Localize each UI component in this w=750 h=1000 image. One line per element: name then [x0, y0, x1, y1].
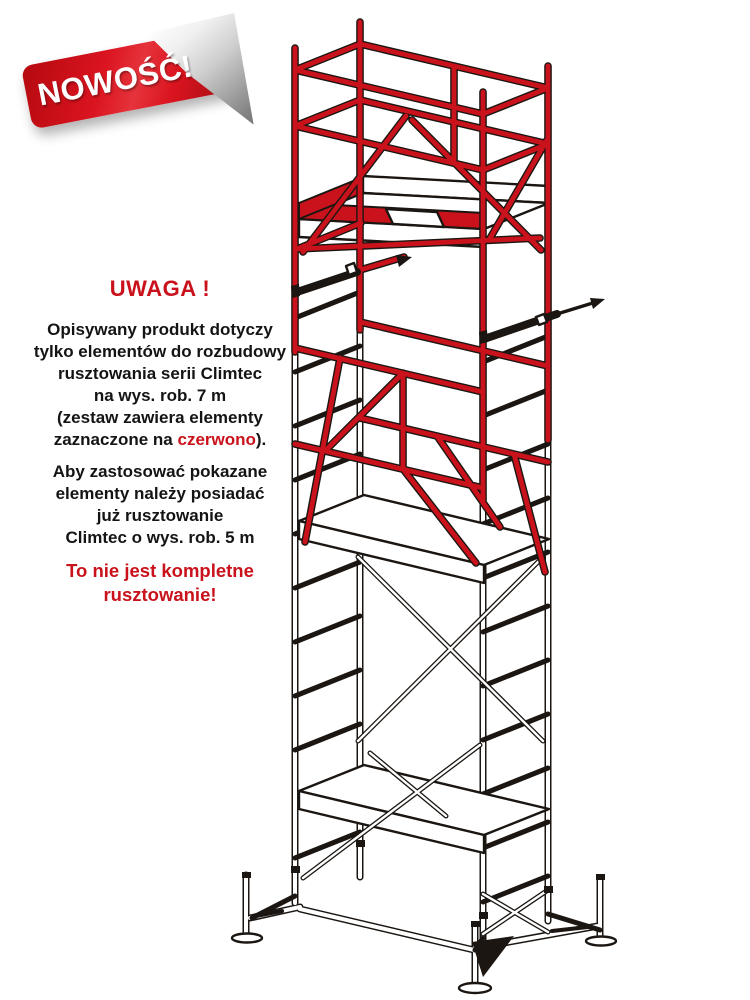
- notice-heading: UWAGA !: [109, 276, 211, 301]
- arrow-right: [590, 298, 605, 309]
- text-line: Climtec o wys. rob. 5 m: [65, 528, 255, 547]
- text-line: rusztowanie!: [103, 584, 217, 605]
- text-line-with-highlight: zaznaczone na czerwono).: [53, 430, 267, 449]
- arrow-left: [396, 255, 412, 267]
- foot-plate-left: [232, 934, 262, 943]
- text-line: już rusztowanie: [96, 506, 224, 525]
- badge-label: NOWOŚĆ!: [34, 48, 196, 113]
- text-line: elementy należy posiadać: [55, 484, 265, 503]
- clamp-right: [536, 314, 547, 325]
- text-line: Opisywany produkt dotyczy: [47, 320, 273, 339]
- cross-braces: [303, 557, 548, 934]
- foot-plate-right: [586, 937, 616, 946]
- hatch-lid: [386, 209, 444, 227]
- text-line: na wys. rob. 7 m: [93, 386, 227, 405]
- highlight-word: czerwono: [177, 430, 256, 449]
- base-outriggers: [232, 840, 616, 993]
- text-line: Aby zastosować pokazane: [52, 462, 268, 481]
- text-line: tylko elementów do rozbudowy: [33, 342, 287, 361]
- red-extension-tubes: [295, 22, 548, 572]
- text-line: To nie jest kompletne: [66, 560, 254, 581]
- text-line: (zestaw zawiera elementy: [57, 408, 263, 427]
- foot-plate-front: [459, 983, 491, 993]
- clamp-left: [346, 263, 357, 275]
- text-line: rusztowania serii Climtec: [57, 364, 263, 383]
